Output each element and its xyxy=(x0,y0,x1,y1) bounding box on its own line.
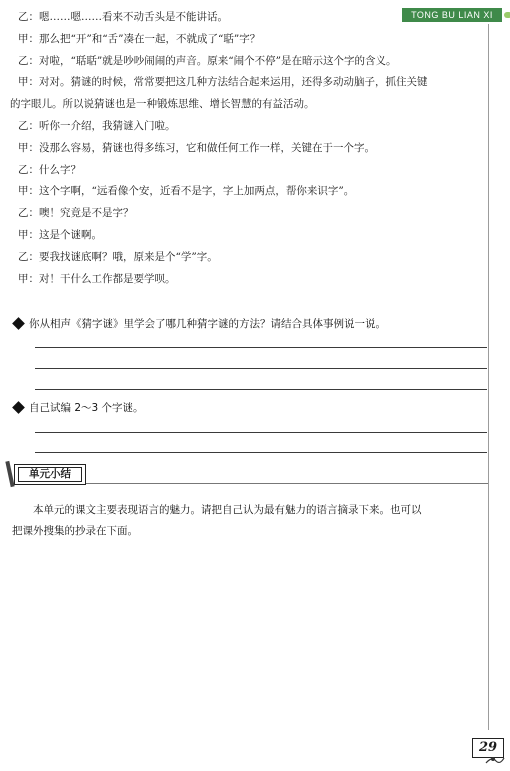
page-number: 29 xyxy=(472,738,504,758)
summary-divider xyxy=(86,483,488,484)
unit-summary-heading xyxy=(14,464,86,485)
dialogue-line: 甲：没那么容易，猜谜也得多练习，它和做任何工作一样，关键在于一个字。 xyxy=(18,141,375,154)
diamond-bullet-icon xyxy=(12,401,25,414)
header-leaf-icon xyxy=(504,12,510,18)
unit-summary-text xyxy=(12,500,490,542)
answer-line[interactable] xyxy=(35,452,487,453)
task-1 xyxy=(12,316,386,331)
dialogue-line: 甲：那么把“开”和“舌”凑在一起，不就成了“聒”字？ xyxy=(18,32,261,45)
dialogue-line: 乙：嗯……嗯……看来不动舌头是不能讲话。 xyxy=(18,11,228,23)
answer-line[interactable] xyxy=(35,368,487,369)
dialogue-line: 乙：对啦，“聒聒”就是吵吵闹闹的声音。原来“闹个不停”是在暗示这个字的含义。 xyxy=(18,54,397,67)
summary-line: 本单元的课文主要表现语言的魅力。请把自己认为最有魅力的语言摘录下来。也可以 xyxy=(33,504,422,516)
summary-line: 把课外搜集的抄录在下面。 xyxy=(12,525,138,537)
dialogue-line: 甲：这是个谜啊。 xyxy=(18,228,102,241)
answer-line[interactable] xyxy=(35,347,487,348)
task-2 xyxy=(12,400,144,415)
dialogue-line: 的字眼儿。所以说猜谜也是一种锻炼思维、增长智慧的有益活动。 xyxy=(10,98,315,111)
crosstalk-dialogue xyxy=(10,10,486,286)
vine-ornament-icon xyxy=(484,755,506,765)
dialogue-line: 乙：噢！究竟是不是字？ xyxy=(18,207,134,220)
pen-icon xyxy=(5,461,14,487)
answer-line[interactable] xyxy=(35,389,487,390)
unit-summary-title: 单元小结 xyxy=(18,467,82,482)
dialogue-line: 乙：听你一介绍，我猜谜入门啦。 xyxy=(18,119,176,132)
series-header-text: TONG BU LIAN XI xyxy=(411,10,493,20)
task-1-text: 你从相声《猜字谜》里学会了哪几种猜字谜的方法？请结合具体事例说一说。 xyxy=(29,318,386,330)
dialogue-line: 甲：对！干什么工作都是要学呗。 xyxy=(18,272,176,285)
dialogue-line: 乙：要我找谜底啊？哦，原来是个“学”字。 xyxy=(18,250,218,263)
dialogue-line: 乙：什么字？ xyxy=(18,163,81,176)
diamond-bullet-icon xyxy=(12,317,25,330)
dialogue-line: 甲：这个字啊，“远看像个安，近看不是字，字上加两点，帮你来识字”。 xyxy=(18,185,355,198)
margin-rule xyxy=(488,24,489,730)
dialogue-line: 甲：对对。猜谜的时候，常常要把这几种方法结合起来运用，还得多动动脑子，抓住关键 xyxy=(18,76,428,89)
task-2-text: 自己试编 2～3 个字谜。 xyxy=(29,402,144,414)
answer-line[interactable] xyxy=(35,432,487,433)
